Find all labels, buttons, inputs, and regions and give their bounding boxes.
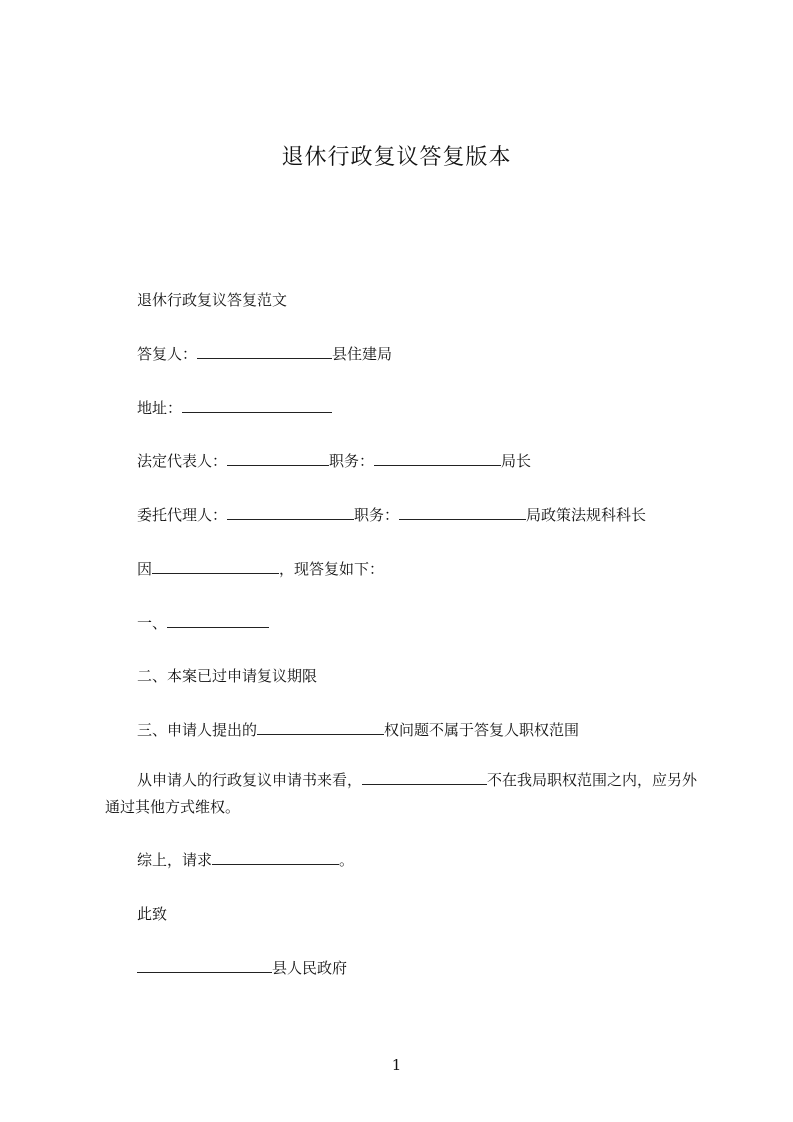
address-blank: [182, 398, 332, 413]
because-blank: [152, 559, 279, 574]
agent-blank: [227, 505, 354, 520]
item-three-line: 三、申请人提出的 权问题不属于答复人职权范围: [137, 721, 580, 739]
page-number: 1: [391, 1056, 402, 1074]
item-one-line: 一、: [137, 613, 269, 633]
because-line: 因 ，现答复如下：: [137, 560, 385, 578]
document-title: 退休行政复议答复版本: [281, 145, 512, 170]
respondent-line: 答复人： 县住建局: [137, 345, 393, 363]
agent-position-blank: [399, 505, 526, 520]
legal-representative-line: 法定代表人： 职务： 局长: [137, 452, 532, 470]
explanation-paragraph: 从申请人的行政复议申请书来看， 不在我局职权范围之内，应另外通过其他方式维权。: [105, 771, 698, 816]
address-line: 地址：: [137, 398, 332, 418]
item-one-blank: [167, 613, 269, 628]
agent-line: 委托代理人： 职务： 局政策法规科科长: [137, 506, 647, 524]
conclusion-blank: [212, 850, 339, 865]
conclusion-line: 综上，请求 。: [137, 851, 355, 869]
legal-representative-position-blank: [374, 451, 501, 466]
recipient-line: 县人民政府: [137, 958, 347, 978]
closing-line: 此致: [137, 905, 168, 923]
item-three-blank: [257, 720, 384, 735]
document-heading: 退休行政复议答复范文: [137, 291, 288, 309]
respondent-blank: [197, 344, 332, 359]
explanation-blank: [362, 770, 487, 785]
legal-representative-blank: [227, 451, 329, 466]
item-two-line: 二、本案已过申请复议期限: [137, 667, 318, 685]
recipient-blank: [137, 958, 272, 973]
